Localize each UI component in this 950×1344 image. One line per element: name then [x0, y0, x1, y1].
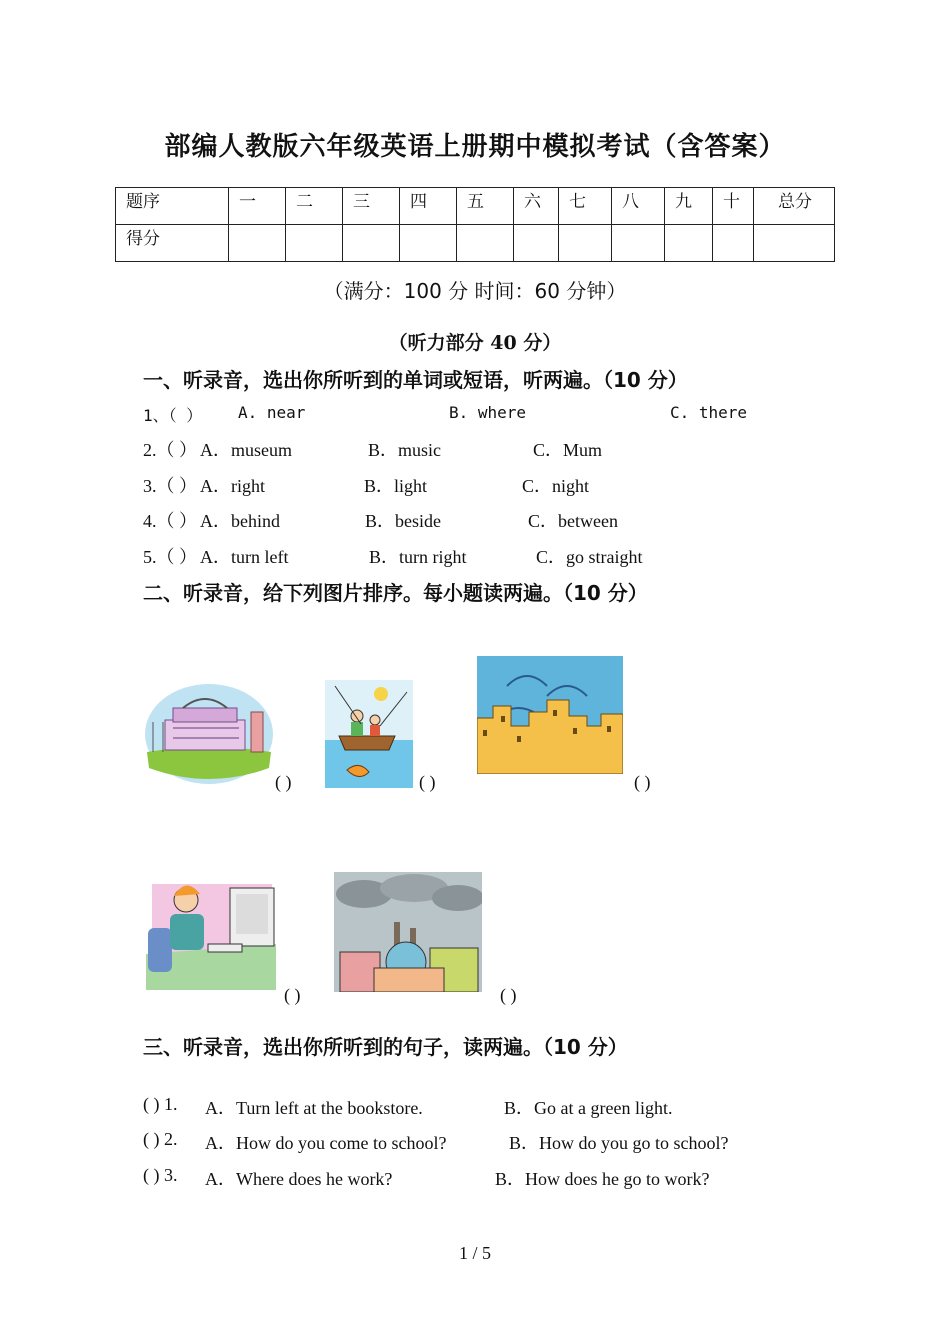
- score-input-cell[interactable]: [612, 225, 665, 262]
- factory-city-picture: [334, 872, 482, 992]
- option-a: A．right: [200, 476, 265, 496]
- score-cell: 二: [286, 188, 343, 225]
- option-b: B．How do you go to school?: [509, 1133, 729, 1153]
- option-b: B．Go at a green light.: [504, 1098, 673, 1118]
- option-c: C．go straight: [536, 547, 643, 567]
- page-title: 部编人教版六年级英语上册期中模拟考试（含答案）: [164, 132, 786, 162]
- windy-city-picture: [477, 656, 623, 774]
- question-number: 5.（ ）: [143, 547, 197, 567]
- score-input-cell[interactable]: [754, 225, 835, 262]
- question-number: 2.（ ）: [143, 440, 197, 460]
- score-cell: 三: [343, 188, 400, 225]
- score-input-cell[interactable]: [229, 225, 286, 262]
- option-a: A．Turn left at the bookstore.: [205, 1098, 423, 1118]
- section1-heading: 一、听录音，选出你所听到的单词或短语，听两遍。（10 分）: [143, 368, 688, 392]
- score-input-cell[interactable]: [559, 225, 612, 262]
- score-cell: 四: [400, 188, 457, 225]
- museum-picture: [143, 682, 275, 788]
- option-c: C．Mum: [533, 440, 603, 460]
- score-cell: 一: [229, 188, 286, 225]
- question-number: 1、（ ）: [143, 406, 203, 425]
- listening-part-heading: （听力部分 40 分）: [388, 332, 562, 354]
- answer-paren[interactable]: ( ): [500, 985, 517, 1005]
- option-b: B．turn right: [369, 547, 467, 567]
- option-a: A．How do you come to school?: [205, 1133, 447, 1153]
- score-input-cell[interactable]: [286, 225, 343, 262]
- question-number: ( ) 3.: [143, 1165, 178, 1185]
- score-cell: 五: [457, 188, 514, 225]
- page-number: 1 / 5: [458, 1243, 491, 1263]
- option-c: C．night: [522, 476, 590, 496]
- answer-paren[interactable]: ( ): [419, 772, 436, 792]
- score-row-label: 得分: [116, 225, 229, 262]
- question-number: 3.（ ）: [143, 476, 197, 496]
- section3-heading: 三、听录音，选出你所听到的句子，读两遍。（10 分）: [143, 1035, 628, 1059]
- answer-paren[interactable]: ( ): [275, 772, 292, 792]
- score-cell: 题序: [116, 188, 229, 225]
- option-a: A．turn left: [200, 547, 289, 567]
- computer-user-picture: [146, 874, 276, 990]
- question-number: 4.（ ）: [143, 511, 197, 531]
- option-b: B．beside: [365, 511, 441, 531]
- answer-paren[interactable]: ( ): [634, 772, 651, 792]
- exam-meta: （满分：100 分 时间：60 分钟）: [323, 279, 627, 303]
- score-cell: 九: [665, 188, 713, 225]
- option-a: A. near: [238, 403, 306, 422]
- score-input-cell[interactable]: [457, 225, 514, 262]
- option-b: B．music: [368, 440, 442, 460]
- score-input-cell[interactable]: [514, 225, 559, 262]
- score-cell: 十: [713, 188, 754, 225]
- option-b: B．light: [364, 476, 428, 496]
- score-cell: 七: [559, 188, 612, 225]
- option-a: A．museum: [200, 440, 292, 460]
- question-number: ( ) 1.: [143, 1094, 178, 1114]
- option-a: A．behind: [200, 511, 280, 531]
- score-input-cell[interactable]: [665, 225, 713, 262]
- option-a: A．Where does he work?: [205, 1169, 393, 1189]
- score-input-cell[interactable]: [713, 225, 754, 262]
- score-table-score-row: [116, 225, 835, 262]
- score-input-cell[interactable]: [343, 225, 400, 262]
- score-cell: 六: [514, 188, 559, 225]
- score-input-cell[interactable]: [400, 225, 457, 262]
- answer-paren[interactable]: ( ): [284, 985, 301, 1005]
- section2-heading: 二、听录音，给下列图片排序。每小题读两遍。（10 分）: [143, 581, 648, 605]
- question-number: ( ) 2.: [143, 1129, 178, 1149]
- option-b: B．How does he go to work?: [495, 1169, 710, 1189]
- option-c: C. there: [670, 403, 748, 422]
- score-cell: 总分: [754, 188, 835, 225]
- option-b: B. where: [449, 403, 527, 422]
- option-c: C．between: [528, 511, 618, 531]
- score-table-header-row: [116, 188, 835, 225]
- score-cell: 八: [612, 188, 665, 225]
- score-table: [115, 187, 835, 262]
- fishing-picture: [325, 680, 413, 788]
